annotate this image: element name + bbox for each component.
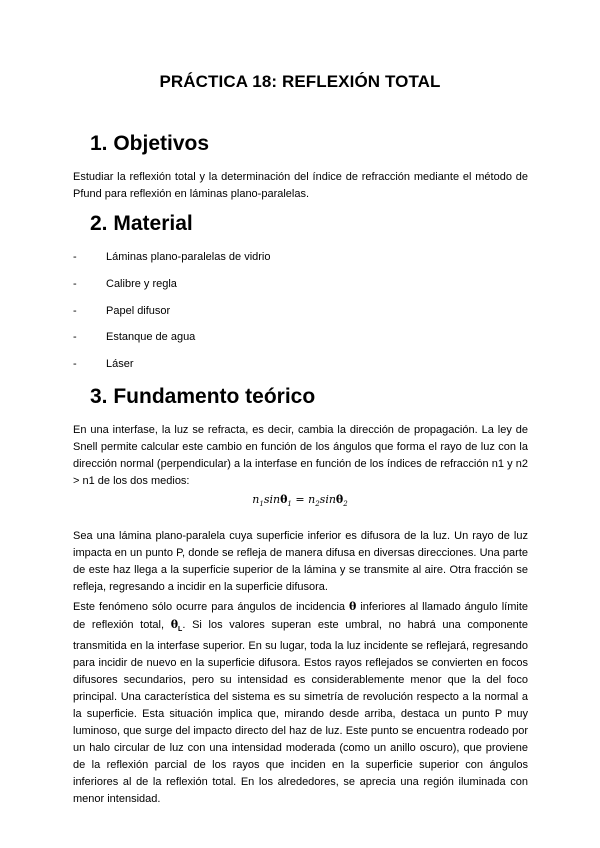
list-item: [73, 356, 528, 383]
page-title: PRÁCTICA 18: REFLEXIÓN TOTAL: [159, 72, 441, 91]
heading-material: 2. Material: [90, 212, 193, 235]
material-item: Estanque de agua: [106, 331, 196, 344]
theta-symbol: θ: [349, 600, 357, 613]
fundamento-para-3: Este fenómeno sólo ocurre para ángulos de incidencia θ inferiores al llamado ángulo límite de reflexión total, $\theta_L$. Si los valores superan este umbral, no habrá una componente transmitida en la interfase superior. En su lugar, toda la luz incidente se reflejará, regresando para incidir de nuevo en la superficie difusora. Estos rayos reflejados se convierten en focos difusores secundarios, pero su intensidad es considerablemente menor que la del foco principal. Una característica del sistema es su simetría de revolución respecto a la normal a la superficie. Esta situación implica que, mirando desde arriba, destaca un punto P muy luminoso, que surge del impacto directo del haz de luz. Este punto se encuentra rodeado por un halo circular de luz con una intensidad moderada (como un anillo oscuro), que proviene de la reflexión parcial de los rayos que inciden en la superficie superior con ángulos inferiores al de la reflexión total. En los alrededores, se aprecia una región iluminada con menor intensidad.: [73, 600, 529, 806]
material-item: Papel difusor: [106, 304, 171, 317]
fundamento-para-1: En una interfase, la luz se refracta, es decir, cambia la dirección de propagación. La ley de Snell permite calcular este cambio en función de los ángulos que forma el rayo de luz con la dirección normal (perpendicular) a la interfase en función de los índices de refracción n1 y n2 > n1 de los dos medios:: [73, 424, 528, 487]
objetivos-text: Estudiar la reflexión total y la determinación del índice de refracción mediante el método de Pfund para reflexión en láminas plano-paralelas.: [73, 171, 528, 200]
bullet: -: [73, 251, 77, 263]
list-item: [73, 329, 528, 356]
fundamento-para-2: Sea una lámina plano-paralela cuya superficie inferior es difusora de la luz. Un rayo de luz impacta en un punto P, donde se refleja de manera difusa en diversas direcciones. Una parte de este haz llega a la superficie superior de la lámina y se transmite al aire. Otra fracción se refleja, regresando a incidir en la superficie difusora.: [73, 530, 528, 593]
snell-formula: $n_1\sin\theta_1 = n_2\sin\theta_2$: [252, 493, 348, 509]
heading-objetivos: 1. Objetivos: [90, 132, 210, 155]
list-item: [73, 249, 528, 276]
bullet: -: [73, 277, 77, 290]
material-item: Láser: [106, 358, 134, 371]
bullet: -: [73, 304, 77, 317]
material-item: Calibre y regla: [106, 277, 177, 290]
material-list: [73, 249, 528, 383]
heading-fundamento: 3. Fundamento teórico: [90, 385, 316, 408]
list-item: [73, 276, 528, 303]
list-item: [73, 303, 528, 330]
theta-limit-symbol: θ: [170, 618, 179, 631]
bullet: -: [73, 358, 77, 371]
material-item: Láminas plano-paralelas de vidrio: [106, 251, 271, 263]
bullet: -: [73, 331, 77, 344]
